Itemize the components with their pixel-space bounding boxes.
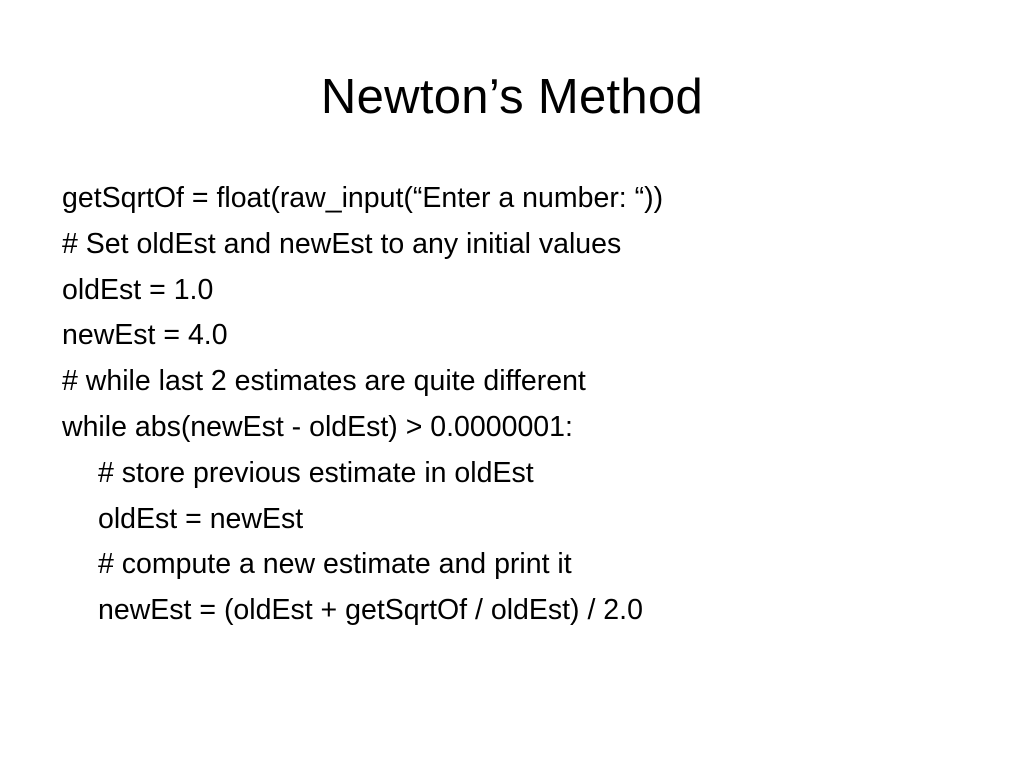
code-comment-line: # while last 2 estimates are quite different xyxy=(62,365,586,398)
code-line: newEst = (oldEst + getSqrtOf / oldEst) / 2.0 xyxy=(98,594,643,627)
code-comment-line: # store previous estimate in oldEst xyxy=(98,456,534,489)
code-comment-line: # Set oldEst and newEst to any initial values xyxy=(62,227,622,260)
code-comment-line: # compute a new estimate and print it xyxy=(98,548,572,581)
slide-title: Newton’s Method xyxy=(320,70,704,124)
code-line: newEst = 4.0 xyxy=(62,319,228,352)
code-line: while abs(newEst - oldEst) > 0.0000001: xyxy=(62,410,573,443)
code-line: getSqrtOf = float(raw_input(“Enter a number: “)) xyxy=(62,182,664,214)
code-listing xyxy=(62,176,992,634)
code-line: oldEst = newEst xyxy=(98,502,304,535)
code-line: oldEst = 1.0 xyxy=(62,273,214,306)
